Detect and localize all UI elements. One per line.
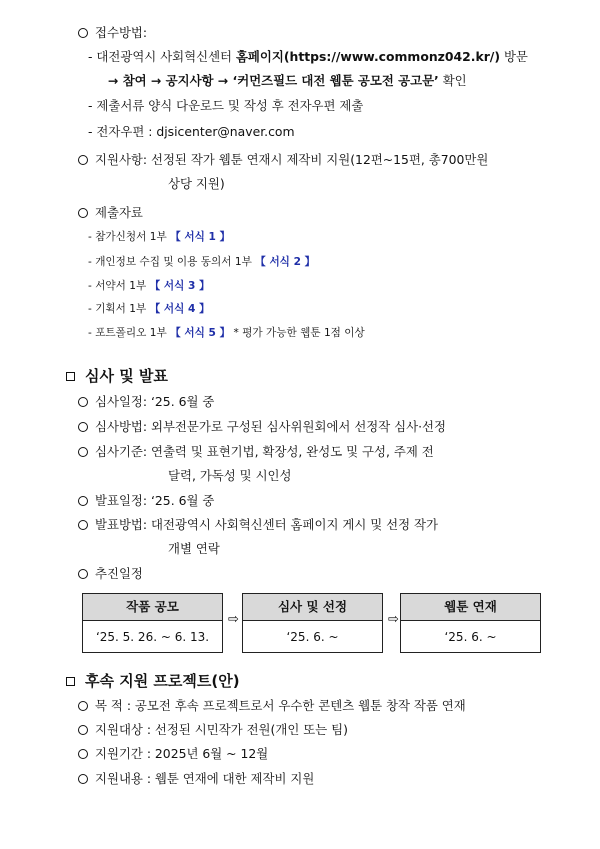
review-item: 심사방법: 외부전문가로 구성된 심사위원회에서 선정작 심사·선정 bbox=[78, 418, 446, 436]
reception-line-1: - 대전광역시 사회혁신센터 홈페이지(https://www.commonz042.kr/) 방문 bbox=[88, 49, 528, 64]
support-cont: 상당 지원) bbox=[168, 176, 225, 191]
circle-bullet-icon bbox=[78, 397, 88, 407]
circle-bullet-icon bbox=[78, 155, 88, 165]
flow-step-title: 웹툰 연재 bbox=[401, 594, 540, 621]
form-label: 【 서식 5 】 bbox=[170, 327, 231, 339]
support-item: 지원사항: 선정된 작가 웹툰 연재시 제작비 지원(12편~15편, 총700만원 bbox=[78, 151, 488, 169]
materials-entry: - 서약서 1부 【 서식 3 】 bbox=[88, 280, 210, 292]
followup-item: 지원내용 : 웹툰 연재에 대한 제작비 지원 bbox=[78, 770, 314, 788]
right-arrow-icon: ⇨ bbox=[228, 612, 239, 627]
section-heading-review: 심사 및 발표 bbox=[66, 367, 168, 385]
flow-step bbox=[82, 593, 223, 653]
circle-bullet-icon bbox=[78, 520, 88, 530]
reception-title: 접수방법: bbox=[95, 25, 148, 40]
materials-entry: - 기획서 1부 【 서식 4 】 bbox=[88, 303, 210, 315]
flow-step bbox=[242, 593, 383, 653]
circle-bullet-icon bbox=[78, 208, 88, 218]
review-item: 추진일정 bbox=[78, 565, 143, 583]
form-label: 【 서식 1 】 bbox=[170, 231, 231, 243]
circle-bullet-icon bbox=[78, 701, 88, 711]
flow-step-date: ‘25. 5. 26. ~ 6. 13. bbox=[95, 630, 210, 644]
right-arrow-icon: ⇨ bbox=[388, 612, 399, 627]
circle-bullet-icon bbox=[78, 422, 88, 432]
reception-line-2: → 참여 → 공지사항 → ‘커먼즈필드 대전 웹툰 공모전 공고문’ 확인 bbox=[108, 73, 467, 88]
review-item: 발표일정: ‘25. 6월 중 bbox=[78, 492, 214, 510]
circle-bullet-icon bbox=[78, 774, 88, 784]
review-criteria-cont: 달력, 가독성 및 시인성 bbox=[168, 468, 292, 483]
flow-step-date: ‘25. 6. ~ bbox=[444, 630, 497, 644]
materials-entry: - 포트폴리오 1부 【 서식 5 】 * 평가 가능한 웹툰 1점 이상 bbox=[88, 327, 365, 339]
circle-bullet-icon bbox=[78, 725, 88, 735]
flow-step bbox=[400, 593, 541, 653]
review-item: 심사기준: 연출력 및 표현기법, 확장성, 완성도 및 구성, 주제 전 bbox=[78, 443, 434, 461]
square-bullet-icon bbox=[66, 677, 75, 686]
followup-item: 지원기간 : 2025년 6월 ~ 12월 bbox=[78, 745, 268, 763]
section-heading-followup: 후속 지원 프로젝트(안) bbox=[66, 672, 240, 690]
circle-bullet-icon bbox=[78, 496, 88, 506]
circle-bullet-icon bbox=[78, 28, 88, 38]
form-label: 【 서식 2 】 bbox=[255, 256, 316, 268]
materials-entry: - 참가신청서 1부 【 서식 1 】 bbox=[88, 231, 231, 243]
form-label: 【 서식 3 】 bbox=[149, 280, 210, 292]
materials-entry: - 개인정보 수집 및 이용 동의서 1부 【 서식 2 】 bbox=[88, 256, 316, 268]
materials-item: 제출자료 bbox=[78, 204, 143, 222]
form-label: 【 서식 4 】 bbox=[149, 303, 210, 315]
square-bullet-icon bbox=[66, 372, 75, 381]
review-item: 발표방법: 대전광역시 사회혁신센터 홈페이지 게시 및 선정 작가 bbox=[78, 516, 438, 534]
reception-line-3: - 제출서류 양식 다운로드 및 작성 후 전자우편 제출 bbox=[88, 98, 364, 113]
flow-step-title: 심사 및 선정 bbox=[243, 594, 382, 621]
materials-note: * 평가 가능한 웹툰 1점 이상 bbox=[230, 327, 365, 339]
circle-bullet-icon bbox=[78, 749, 88, 759]
followup-item: 지원대상 : 선정된 시민작가 전원(개인 또는 팀) bbox=[78, 721, 348, 739]
circle-bullet-icon bbox=[78, 569, 88, 579]
reception-item bbox=[78, 24, 147, 42]
flow-step-date: ‘25. 6. ~ bbox=[286, 630, 339, 644]
review-item: 심사일정: ‘25. 6월 중 bbox=[78, 393, 214, 411]
circle-bullet-icon bbox=[78, 447, 88, 457]
flow-step-title: 작품 공모 bbox=[83, 594, 222, 621]
reception-line-4: - 전자우편 : djsicenter@naver.com bbox=[88, 124, 295, 139]
homepage-link-text: 홈페이지(https://www.commonz042.kr/) bbox=[235, 49, 501, 64]
followup-item: 목 적 : 공모전 후속 프로젝트로서 우수한 콘텐츠 웹툰 창작 작품 연재 bbox=[78, 697, 466, 715]
review-announce-cont: 개별 연락 bbox=[168, 541, 220, 556]
